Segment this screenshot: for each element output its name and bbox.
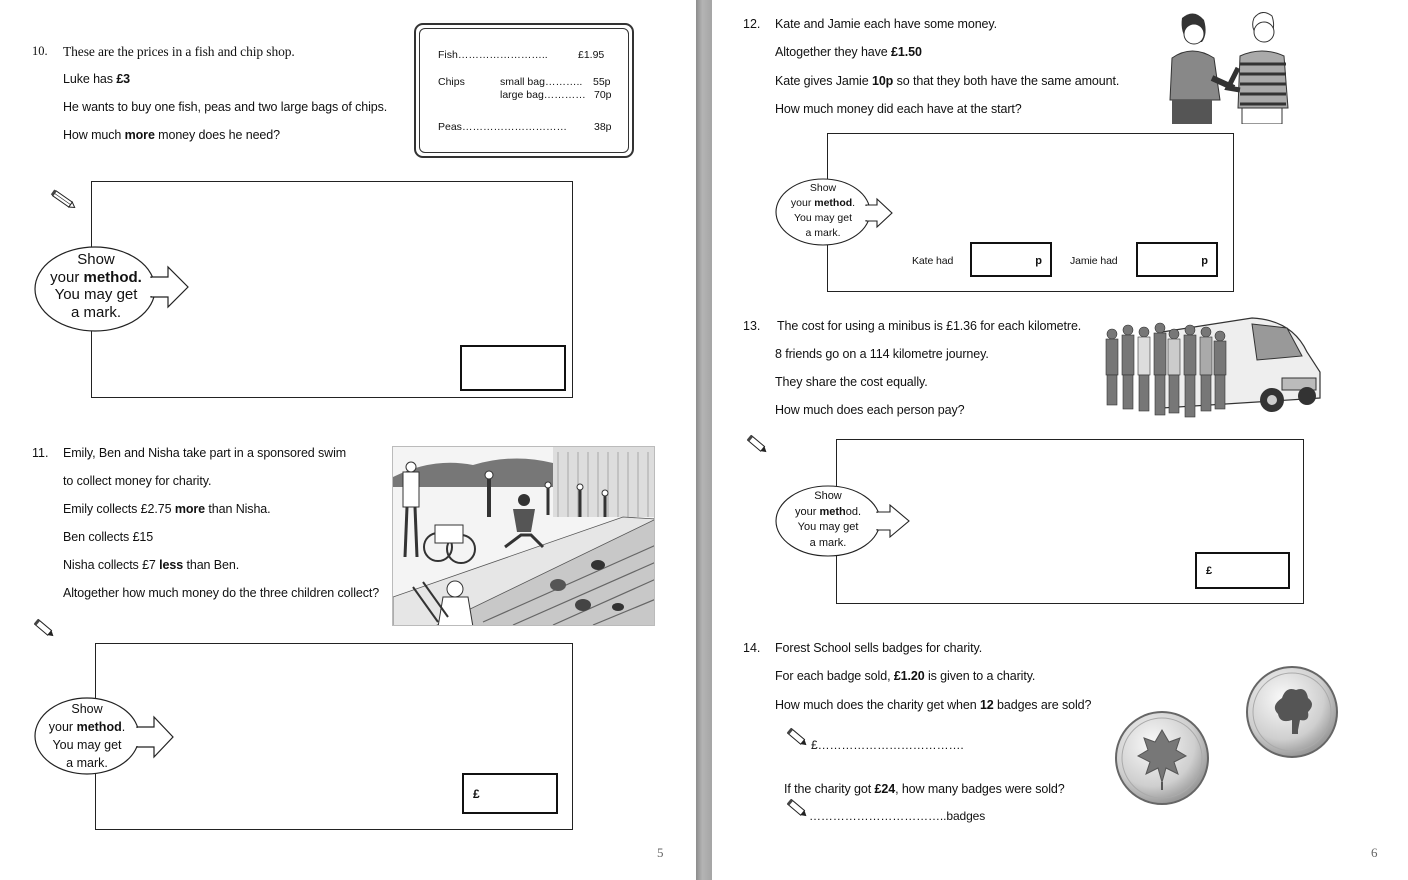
q10-line2: Luke has £3 (63, 72, 131, 86)
price-list (414, 23, 634, 158)
price-fish-label: Fish…………………….. (438, 49, 548, 61)
q11-line3: Emily collects £2.75 more than Nisha. (63, 502, 271, 516)
kate-had-label: Kate had (912, 255, 954, 267)
q12-line1: Kate and Jamie each have some money. (775, 17, 997, 31)
q10-bubble-line4: a mark. (70, 303, 121, 321)
q14-answer2-line[interactable]: ……………………………..badges (809, 809, 986, 823)
q13-method-bubble (774, 484, 914, 558)
page-5 (0, 0, 696, 880)
q10-answer-box[interactable] (460, 345, 566, 391)
q12-method-bubble (774, 177, 896, 247)
q13-line2: 8 friends go on a 114 kilometre journey. (775, 347, 989, 361)
q11-bubble-line2: your method. (48, 720, 126, 734)
page-number: 5 (657, 845, 664, 860)
q11-line5: Nisha collects £7 less than Ben. (63, 558, 240, 572)
q13-answer-prefix: £ (1206, 565, 1213, 577)
q12-line3: Kate gives Jamie 10p so that they both have the same amount. (775, 74, 1120, 88)
q11-line6: Altogether how much money do the three children collect? (63, 586, 380, 600)
q10-line4: How much more money does he need? (63, 128, 280, 142)
q11-number: 11. (32, 446, 49, 460)
q13-answer-box[interactable] (1195, 552, 1290, 589)
pencil-icon (786, 798, 810, 825)
price-fish: £1.95 (578, 49, 605, 61)
page-number: 6 (1371, 845, 1378, 860)
price-large: 70p (594, 89, 612, 101)
q12-line2: Altogether they have £1.50 (775, 45, 922, 59)
q12-number: 12. (743, 17, 761, 31)
q10-line1: These are the prices in a fish and chip shop. (63, 44, 295, 59)
q14-line4: If the charity got £24, how many badges were sold? (784, 782, 1065, 796)
q10-bubble-line3: You may get (54, 286, 138, 303)
q10-method-bubble (33, 245, 193, 335)
q12-bubble-line4: a mark. (805, 227, 841, 239)
q12-bubble-line1: Show (809, 182, 837, 194)
q11-line1: Emily, Ben and Nisha take part in a sponsored swim (63, 446, 347, 460)
q10-number: 10. (32, 44, 48, 58)
badges-illustration (1114, 666, 1344, 806)
q12-bubble-line2: your method. (790, 197, 856, 209)
q10-bubble-line1: Show (77, 251, 115, 268)
q11-line4: Ben collects £15 (63, 530, 154, 544)
kate-unit: p (1035, 255, 1042, 267)
q11-bubble-line3: You may get (52, 738, 122, 752)
price-chips-label: Chips (438, 76, 465, 88)
q14-number: 14. (743, 641, 761, 655)
q13-bubble-line1: Show (814, 490, 842, 502)
jamie-had-label: Jamie had (1070, 255, 1118, 267)
q10-bubble-line2: your method. (50, 268, 142, 286)
q12-bubble-line3: You may get (794, 212, 852, 224)
q13-bubble-line4: a mark. (809, 536, 847, 549)
q14-line2: For each badge sold, £1.20 is given to a charity. (775, 669, 1036, 683)
minibus-illustration (1102, 312, 1322, 424)
q11-method-bubble (33, 697, 178, 777)
pencil-icon (33, 617, 57, 646)
q13-bubble-line3: You may get (797, 521, 859, 533)
q11-answer-box[interactable] (462, 773, 558, 814)
q13-number: 13. (743, 319, 761, 333)
kate-answer-box[interactable] (970, 242, 1052, 277)
q13-line4: How much does each person pay? (775, 403, 965, 417)
price-peas-label: Peas………………………… (438, 121, 567, 133)
q13-bubble-line2: your method. (794, 505, 862, 518)
q11-line2: to collect money for charity. (63, 474, 212, 488)
q11-answer-prefix: £ (473, 787, 480, 801)
price-large-label: large bag………… (500, 89, 586, 101)
q14-line3: How much does the charity get when 12 badges are sold? (775, 698, 1092, 712)
q11-bubble-line1: Show (71, 702, 103, 716)
pencil-icon (786, 727, 810, 754)
price-small-label: small bag……….. (500, 76, 583, 88)
q10-line3: He wants to buy one fish, peas and two large bags of chips. (63, 100, 388, 114)
kate-and-jamie-illustration (1162, 8, 1322, 124)
price-small: 55p (593, 76, 611, 88)
q14-answer1-line[interactable]: £………………………………. (811, 738, 964, 752)
jamie-unit: p (1201, 255, 1208, 267)
price-peas: 38p (594, 121, 612, 133)
page-6 (712, 0, 1408, 880)
pencil-icon (50, 188, 78, 217)
jamie-answer-box[interactable] (1136, 242, 1218, 277)
q12-line4: How much money did each have at the start? (775, 102, 1022, 116)
page-gutter (696, 0, 712, 880)
q13-line1: The cost for using a minibus is £1.36 for each kilometre. (777, 319, 1082, 333)
q13-line3: They share the cost equally. (775, 375, 928, 389)
pencil-icon (746, 433, 770, 462)
q11-bubble-line4: a mark. (66, 756, 108, 770)
swimming-pool-illustration (392, 446, 655, 626)
q14-line1: Forest School sells badges for charity. (775, 641, 983, 655)
